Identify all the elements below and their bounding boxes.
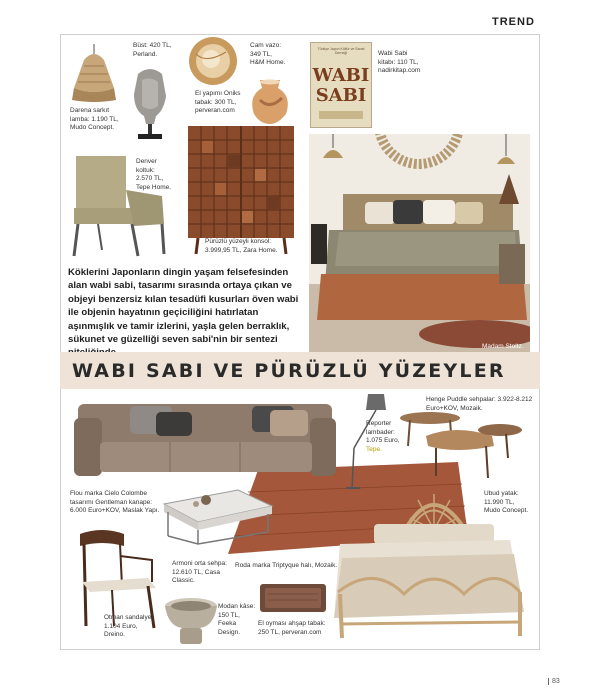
bowl-caption: Modan kâse: 150 TL, Feeka Design.: [218, 603, 256, 636]
bust-caption: Büst: 420 TL, Perland.: [133, 42, 172, 58]
book-top-text: Türkiye Japon Kültür ve Sanat Derneği: [317, 47, 365, 55]
wood-tray-photo: [258, 582, 328, 616]
section-label: TREND: [492, 16, 535, 28]
console-caption: Pürüzlü yüzeyli konsol: 3.999,95 TL, Zara Home.: [205, 238, 278, 254]
book-title-2: SABI: [315, 85, 367, 106]
coffee-table-caption: Armoni orta sehpa: 12.610 TL, Casa Classic.: [172, 560, 227, 584]
dining-chair-caption: Otman sandalye: 1.104 Euro, Dreino.: [104, 614, 154, 638]
tables-caption: Henge Puddle sehpalar: 3.922-8.212 Euro+KOV, Mozaik.: [426, 396, 533, 412]
page-number: 83: [548, 678, 560, 685]
floor-lamp-caption: Reporter lambader: 1.075 Euro, Tepe.: [366, 420, 400, 453]
book-title-1: WABI: [312, 65, 370, 86]
coffee-table-photo: [162, 486, 274, 546]
photo-credit: Madam Stoltz.: [482, 343, 524, 350]
intro-paragraph: Köklerini Japonların dingin yaşam felsefesinden alan wabi sabi, tasarımı sırasında ortaya çıkan ve objeyi benzersiz kılan tesadüfi kusurları öven wabi ile objenin hayatının geçiciliğini hatırlatan aşınmışlık ve tamir izlerini, yaşla gelen berraklık, sükunet ve güzelliği seven sabi'nin bir sentezi: [68, 267, 299, 346]
onyx-tray-photo: [186, 34, 240, 88]
bedroom-photo: [309, 134, 530, 357]
book-caption: Wabi Sabi kitabı: 110 TL, nadirkitap.com: [378, 50, 421, 74]
vase-caption: Cam vazo: 349 TL, H&M Home.: [250, 42, 286, 66]
sofa-caption: Flou marka Cielo Colombe tasarımı Gentleman kanape: 6.000 Euro+KOV, Maslak Yapı.: [70, 490, 160, 514]
glass-vase-photo: [248, 76, 292, 124]
bust-photo: [124, 66, 176, 142]
console-cabinet-photo: [188, 126, 294, 238]
tray-caption: El yapımı Oniks tabak: 300 TL, perveran.com: [195, 90, 241, 114]
lamp-caption: Darena sarkıt lamba: 1.190 TL, Mudo Concept.: [70, 107, 119, 131]
sofa-photo: [74, 398, 336, 484]
banner-title: WABI SABI VE PÜRÜZLÜ YÜZEYLER: [72, 360, 506, 382]
book-band: [319, 111, 363, 119]
bed-caption: Ubud yatak: 11.990 TL, Mudo Concept.: [484, 490, 529, 514]
chair-caption: Denver koltuk: 2.570 TL, Tepe Home.: [136, 158, 172, 191]
wood-tray-caption: El oyması ahşap tabak: 250 TL, perveran.com: [258, 620, 326, 636]
bowl-photo: [160, 596, 222, 652]
book-cover: [310, 42, 372, 128]
side-tables-photo: [396, 406, 526, 482]
pendant-lamp-photo: [70, 44, 118, 102]
rug-caption: Roda marka Triptyque halı, Mozaik.: [235, 562, 338, 569]
